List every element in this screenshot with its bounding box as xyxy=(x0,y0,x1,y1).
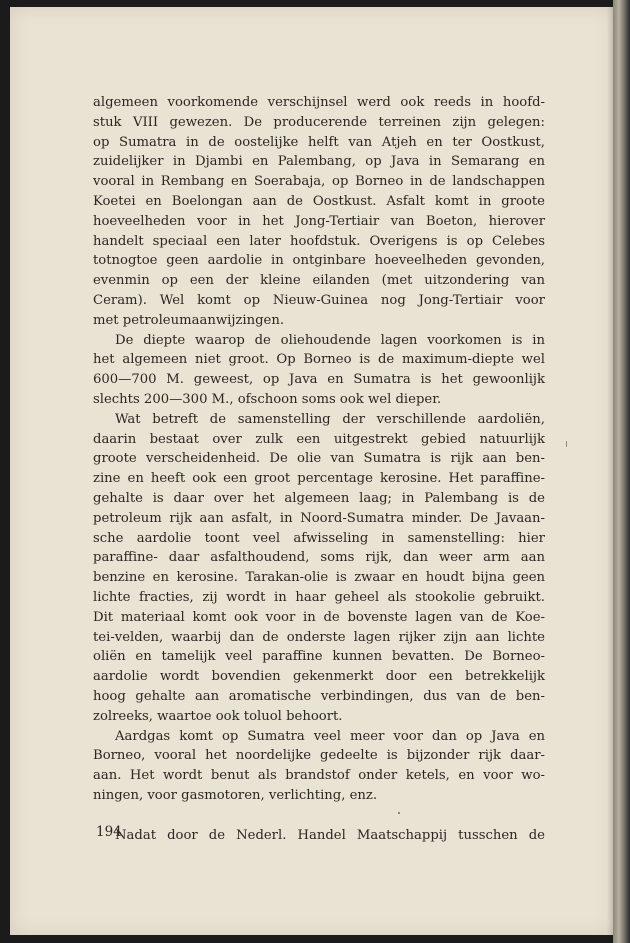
text-line: vooral in Rembang en Soerabaja, op Borneo in de landschappen xyxy=(93,174,545,190)
text-line: op Sumatra in de oostelijke helft van Atjeh en ter Oostkust, xyxy=(93,134,545,150)
text-line: slechts 200—300 M., ofschoon soms ook wel dieper. xyxy=(93,391,442,407)
text-line: hoeveelheden voor in het Jong-Tertiair van Boeton, hierover xyxy=(93,213,545,229)
text-line: zolreeks, waartoe ook toluol behoort. xyxy=(93,708,343,724)
paragraph xyxy=(93,727,545,806)
text-line: paraffine- daar asfalthoudend, soms rijk, dan weer arm aan xyxy=(93,550,545,566)
text-line: oliën en tamelijk veel paraffine kunnen bevatten. De Borneo- xyxy=(93,649,545,665)
paper-speck xyxy=(566,441,567,447)
text-line: Aardgas komt op Sumatra veel meer voor dan op Java en xyxy=(115,728,545,744)
paragraph xyxy=(93,93,545,331)
text-line: Wat betreft de samenstelling der verschillende aardoliën, xyxy=(115,411,545,427)
text-line: benzine en kerosine. Tarakan-olie is zwaar en houdt bijna geen xyxy=(93,570,545,586)
text-line: zuidelijker in Djambi en Palembang, op Java in Semarang en xyxy=(93,154,545,170)
body-text xyxy=(93,93,545,845)
paragraph xyxy=(93,331,545,410)
text-line: groote verscheidenheid. De olie van Sumatra is rijk aan ben- xyxy=(93,451,545,467)
text-line: Borneo, vooral het noordelijke gedeelte is bijzonder rijk daar- xyxy=(93,748,545,764)
text-line: evenmin op een der kleine eilanden (met uitzondering van xyxy=(93,273,545,289)
page-number: 194 xyxy=(96,824,122,840)
paragraph-gap xyxy=(93,806,545,826)
text-line: totnogtoe geen aardolie in ontginbare hoeveelheden gevonden, xyxy=(93,253,545,269)
text-line: Koetei en Boelongan aan de Oostkust. Asfalt komt in groote xyxy=(93,193,545,209)
text-line: Dit materiaal komt ook voor in de bovenste lagen van de Koe- xyxy=(93,609,545,625)
text-line: Ceram). Wel komt op Nieuw-Guinea nog Jong-Tertiair voor xyxy=(93,292,545,308)
text-line: ningen, voor gasmotoren, verlichting, enz. xyxy=(93,787,378,803)
paragraph xyxy=(93,410,545,727)
paragraph xyxy=(93,826,545,846)
text-line: lichte fracties, zij wordt in haar geheel als stookolie gebruikt. xyxy=(93,589,545,605)
text-line: het algemeen niet groot. Op Borneo is de maximum-diepte wel xyxy=(93,352,545,368)
text-line: stuk VIII gewezen. De producerende terreinen zijn gelegen: xyxy=(93,114,545,130)
text-line: gehalte is daar over het algemeen laag; in Palembang is de xyxy=(93,490,545,506)
text-line: De diepte waarop de oliehoudende lagen voorkomen is in xyxy=(115,332,545,348)
text-line: tei-velden, waarbij dan de onderste lagen rijker zijn aan lichte xyxy=(93,629,545,645)
text-line: handelt speciaal een later hoofdstuk. Overigens is op Celebes xyxy=(93,233,545,249)
text-line: algemeen voorkomende verschijnsel werd ook reeds in hoofd- xyxy=(93,95,545,110)
text-line: daarin bestaat over zulk een uitgestrekt gebied natuurlijk xyxy=(93,431,545,447)
text-line: met petroleumaanwijzingen. xyxy=(93,312,285,328)
text-line: aan. Het wordt benut als brandstof onder ketels, en voor wo- xyxy=(93,768,545,784)
text-line: hoog gehalte aan aromatische verbindingen, dus van de ben- xyxy=(93,688,545,704)
paper-speck xyxy=(398,812,400,814)
text-line: petroleum rijk aan asfalt, in Noord-Sumatra minder. De Javaan- xyxy=(93,510,545,526)
text-line: 600—700 M. geweest, op Java en Sumatra is het gewoonlijk xyxy=(93,372,545,388)
text-line: zine en heeft ook een groot percentage kerosine. Het paraffine- xyxy=(93,471,545,487)
book-edge xyxy=(613,0,630,943)
text-line: Nadat door de Nederl. Handel Maatschappij tusschen de xyxy=(115,827,545,843)
text-line: sche aardolie toont veel afwisseling in samenstelling: hier xyxy=(93,530,545,546)
text-line: aardolie wordt bovendien gekenmerkt door een betrekkelijk xyxy=(93,669,545,685)
